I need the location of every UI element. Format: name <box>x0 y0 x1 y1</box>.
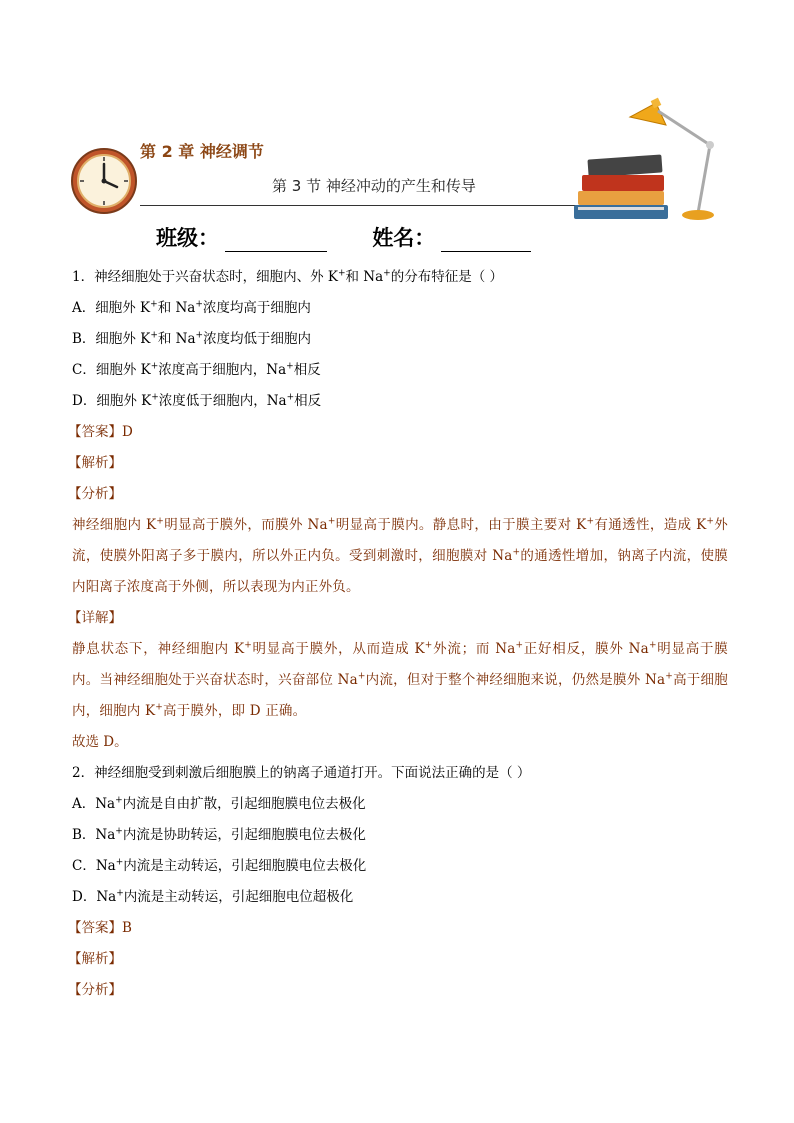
books-lamp-illustration <box>570 95 720 225</box>
q1-conclusion: 故选 D。 <box>72 734 128 750</box>
q2-analysis-tag: 【解析】 <box>68 951 122 967</box>
chapter-title: 第 2 章 神经调节 <box>140 142 264 161</box>
q1-option-b: B．细胞外 K+和 Na+浓度均低于细胞内 <box>72 330 312 347</box>
q2-fenxi-tag: 【分析】 <box>68 982 122 998</box>
q1-option-a: A．细胞外 K+和 Na+浓度均高于细胞内 <box>72 299 311 316</box>
q1-detail-tag: 【详解】 <box>68 610 122 626</box>
q1-answer: 【答案】D <box>68 424 133 440</box>
header-divider <box>140 205 580 206</box>
q1-fenxi-tag: 【分析】 <box>68 486 122 502</box>
q1-option-d: D．细胞外 K+浓度低于细胞内，Na+相反 <box>72 392 322 409</box>
section-title: 第 3 节 神经冲动的产生和传导 <box>272 177 476 195</box>
q2-stem: 2．神经细胞受到刺激后细胞膜上的钠离子通道打开。下面说法正确的是（ ） <box>72 765 531 781</box>
name-field[interactable] <box>441 231 531 252</box>
class-name-line <box>156 222 531 252</box>
class-label: 班级： <box>156 226 219 250</box>
q1-option-c: C．细胞外 K+浓度高于细胞内，Na+相反 <box>72 361 321 378</box>
name-label: 姓名： <box>372 226 436 250</box>
q2-option-d: D．Na+内流是主动转运，引起细胞电位超极化 <box>72 888 354 905</box>
clock-icon <box>70 147 138 215</box>
q2-option-a: A．Na+内流是自由扩散，引起细胞膜电位去极化 <box>72 795 366 812</box>
q1-stem: 1．神经细胞处于兴奋状态时，细胞内、外 K+和 Na+的分布特征是（ ） <box>72 268 504 285</box>
q2-answer: 【答案】B <box>68 920 132 936</box>
q1-fenxi-text: 神经细胞内 K+明显高于膜外，而膜外 Na+明显高于膜内。静息时，由于膜主要对 K+有通透性，造成 K+外流，使膜外阳离子多于膜内，所以外正内负。受到刺激时，细胞膜对 Na+的通透性增加，钠离子内流，使膜内阳离子浓度高于外侧，所以表现为内正外负。 <box>72 516 728 595</box>
class-field[interactable] <box>225 231 327 252</box>
q1-detail-text: 静息状态下，神经细胞内 K+明显高于膜外，从而造成 K+外流；而 Na+正好相反，膜外 Na+明显高于膜内。当神经细胞处于兴奋状态时，兴奋部位 Na+内流，但对于整个神经细胞来说，仍然是膜外 Na+高于细胞内，细胞内 K+高于膜外，即 D 正确。 <box>72 640 728 719</box>
q2-option-c: C．Na+内流是主动转运，引起细胞膜电位去极化 <box>72 857 367 874</box>
q2-option-b: B．Na+内流是协助转运，引起细胞膜电位去极化 <box>72 826 366 843</box>
page-header <box>0 0 794 260</box>
question-content <box>68 262 728 1006</box>
q1-analysis-tag: 【解析】 <box>68 455 122 471</box>
